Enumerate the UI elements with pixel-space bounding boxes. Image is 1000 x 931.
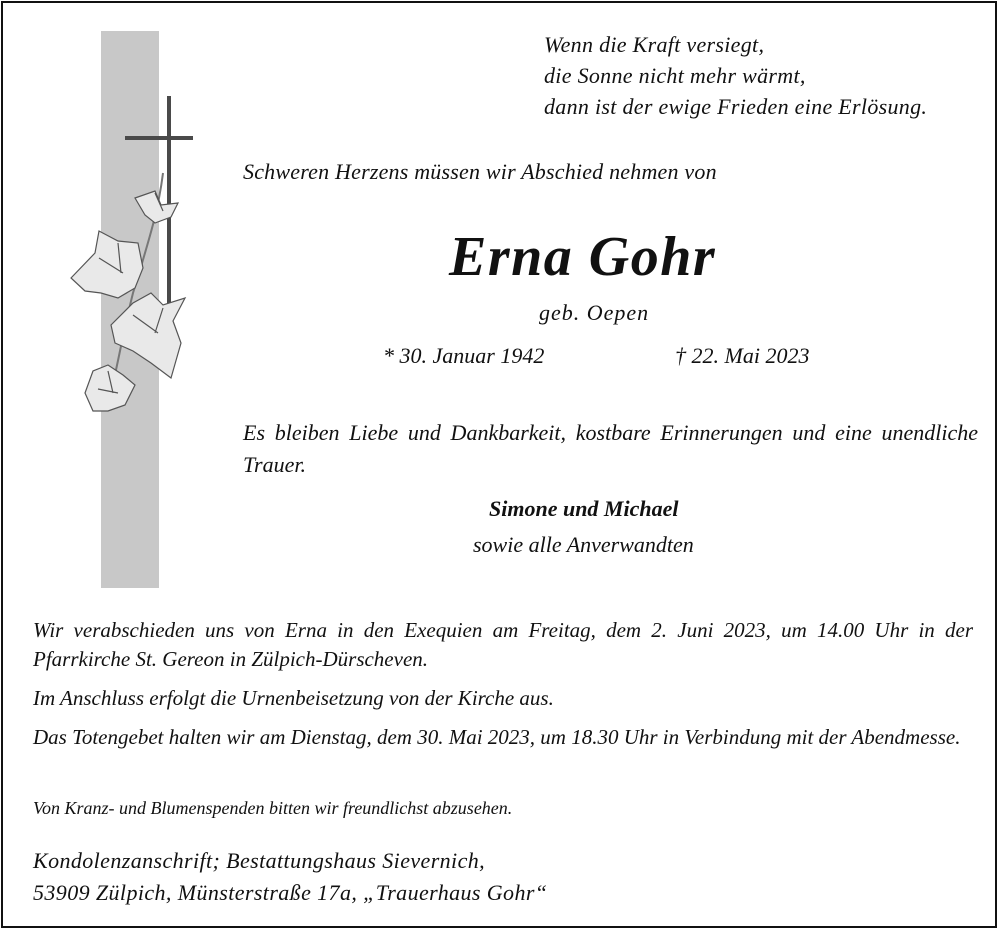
burial-details: Im Anschluss erfolgt die Urnenbeisetzung von der Kirche aus.: [33, 686, 554, 710]
birth-name: geb. Oepen: [539, 300, 650, 325]
deceased-name: Erna Gohr: [449, 226, 717, 288]
obituary-notice: [1, 1, 997, 928]
prayer-details: Das Totengebet halten wir am Dienstag, dem 30. Mai 2023, um 18.30 Uhr in Verbindung mit der Abendmesse.: [33, 725, 961, 749]
address-line: 53909 Zülpich, Münsterstraße 17a, „Trauerhaus Gohr“: [33, 880, 548, 905]
poem-line: Wenn die Kraft versiegt,: [544, 32, 765, 57]
funeral-details: Wir verabschieden uns von Erna in den Exequien am Freitag, dem 2. Juni 2023, um 14.00 Uhr in der Pfarrkirche St. Gereon in Zülpich-Dürscheven.: [33, 618, 973, 671]
ivy-leaves-icon: [63, 93, 193, 423]
intro-text: Schweren Herzens müssen wir Abschied nehmen von: [243, 159, 717, 184]
memorial-message: Es bleiben Liebe und Dankbarkeit, kostbare Erinnerungen und eine unendliche Trauer.: [243, 420, 978, 477]
address-line: Kondolenzanschrift; Bestattungshaus Sievernich,: [33, 848, 486, 873]
relatives-line: sowie alle Anverwandten: [473, 532, 694, 557]
poem: [544, 29, 927, 122]
flowers-note: Von Kranz- und Blumenspenden bitten wir freundlichst abzusehen.: [33, 798, 513, 818]
poem-line: die Sonne nicht mehr wärmt,: [544, 63, 806, 88]
death-date: † 22. Mai 2023: [675, 343, 810, 368]
birth-date: * 30. Januar 1942: [383, 343, 545, 368]
condolence-address: [33, 845, 547, 909]
mourner-names: Simone und Michael: [489, 496, 679, 521]
poem-line: dann ist der ewige Frieden eine Erlösung.: [544, 94, 928, 119]
